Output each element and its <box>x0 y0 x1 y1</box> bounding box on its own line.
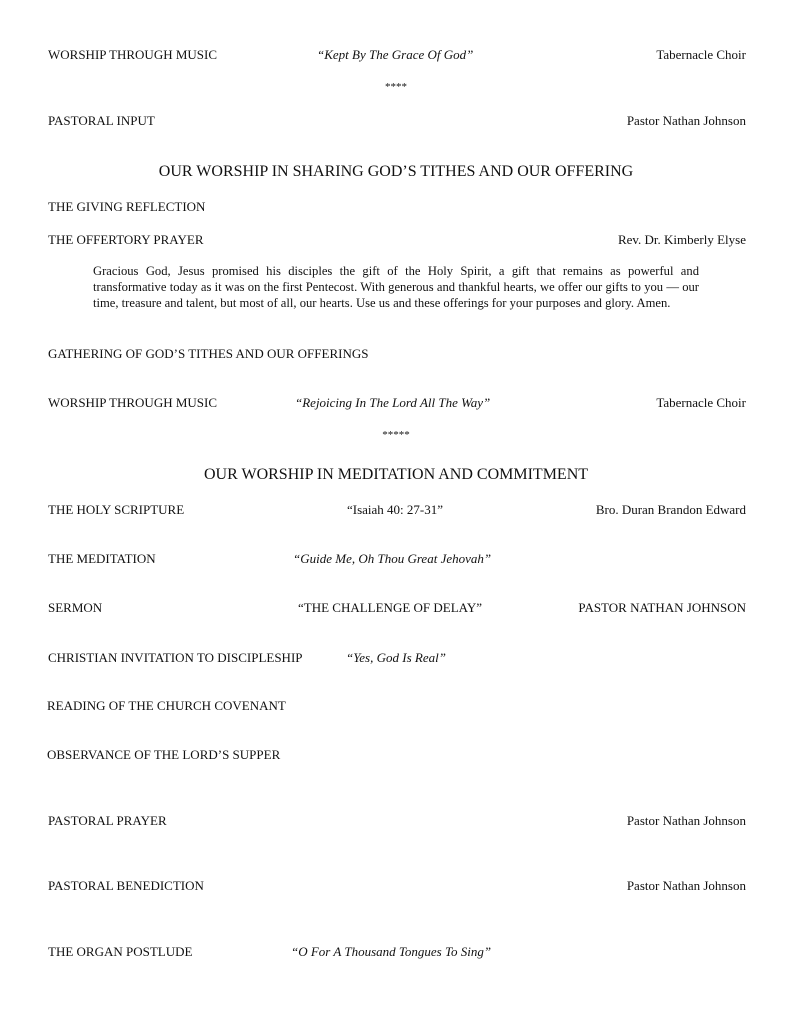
item-leader: Pastor Nathan Johnson <box>626 113 746 128</box>
item-leader: Bro. Duran Brandon Edward <box>595 502 746 517</box>
item-title: “THE CHALLENGE OF DELAY” <box>298 600 483 615</box>
section-divider: ***** <box>382 429 410 441</box>
item-label: WORSHIP THROUGH MUSIC <box>48 395 218 410</box>
item-label: READING OF THE CHURCH COVENANT <box>47 698 286 713</box>
item-leader: Tabernacle Choir <box>656 47 746 62</box>
item-label: PASTORAL BENEDICTION <box>48 878 204 893</box>
item-title: “Guide Me, Oh Thou Great Jehovah” <box>293 551 492 566</box>
program-item-offertory-prayer <box>0 232 792 248</box>
program-item-pastoral-prayer <box>0 813 792 829</box>
program-item-music-2 <box>0 395 792 411</box>
item-leader: Tabernacle Choir <box>656 395 746 410</box>
section-heading-meditation: OUR WORSHIP IN MEDITATION AND COMMITMENT <box>203 466 589 483</box>
item-label: OBSERVANCE OF THE LORD’S SUPPER <box>47 747 281 762</box>
item-title: “Kept By The Grace Of God” <box>317 47 474 62</box>
item-label: PASTORAL PRAYER <box>48 813 167 828</box>
section-heading-offering: OUR WORSHIP IN SHARING GOD’S TITHES AND OUR OFFERING <box>158 163 634 180</box>
program-item-invitation <box>0 650 792 666</box>
item-title: “O For A Thousand Tongues To Sing” <box>291 944 492 959</box>
item-label: WORSHIP THROUGH MUSIC <box>48 47 218 62</box>
item-leader: PASTOR NATHAN JOHNSON <box>578 600 746 615</box>
program-item-postlude <box>0 944 792 960</box>
section-divider: **** <box>385 81 407 93</box>
item-label: PASTORAL INPUT <box>48 113 155 128</box>
item-title: “Isaiah 40: 27-31” <box>347 502 444 517</box>
program-item-meditation <box>0 551 792 567</box>
program-item-gathering <box>0 346 792 362</box>
item-leader: Pastor Nathan Johnson <box>626 878 746 893</box>
item-label: THE HOLY SCRIPTURE <box>48 502 185 517</box>
program-item-pastoral-input <box>0 113 792 129</box>
item-label: THE MEDITATION <box>48 551 156 566</box>
item-label: THE ORGAN POSTLUDE <box>48 944 193 959</box>
item-title: “Yes, God Is Real” <box>346 650 446 665</box>
item-label: SERMON <box>48 600 103 615</box>
program-item-giving-reflection <box>0 199 792 215</box>
program-item-music-1 <box>0 47 792 63</box>
item-leader: Pastor Nathan Johnson <box>626 813 746 828</box>
offertory-prayer-text: Gracious God, Jesus promised his disciples the gift of the Holy Spirit, a gift that remains as powerful and transformative today as it was on the first Pentecost. With generous and thankful hearts, we offer our gifts to you — our time, treasure and talent, but most of all, our hearts. Use us and these offerings for your purposes and glory. Amen. <box>93 264 699 310</box>
item-label: GATHERING OF GOD’S TITHES AND OUR OFFERINGS <box>48 346 369 361</box>
item-label: THE OFFERTORY PRAYER <box>48 232 204 247</box>
program-item-benediction <box>0 878 792 894</box>
item-title: “Rejoicing In The Lord All The Way” <box>295 395 491 410</box>
program-item-scripture <box>0 502 792 518</box>
item-leader: Rev. Dr. Kimberly Elyse <box>617 232 746 247</box>
program-item-covenant <box>0 698 792 714</box>
item-label: THE GIVING REFLECTION <box>48 199 206 214</box>
item-label: CHRISTIAN INVITATION TO DISCIPLESHIP <box>48 650 303 665</box>
program-item-lords-supper <box>0 747 792 763</box>
program-item-sermon <box>0 600 792 616</box>
